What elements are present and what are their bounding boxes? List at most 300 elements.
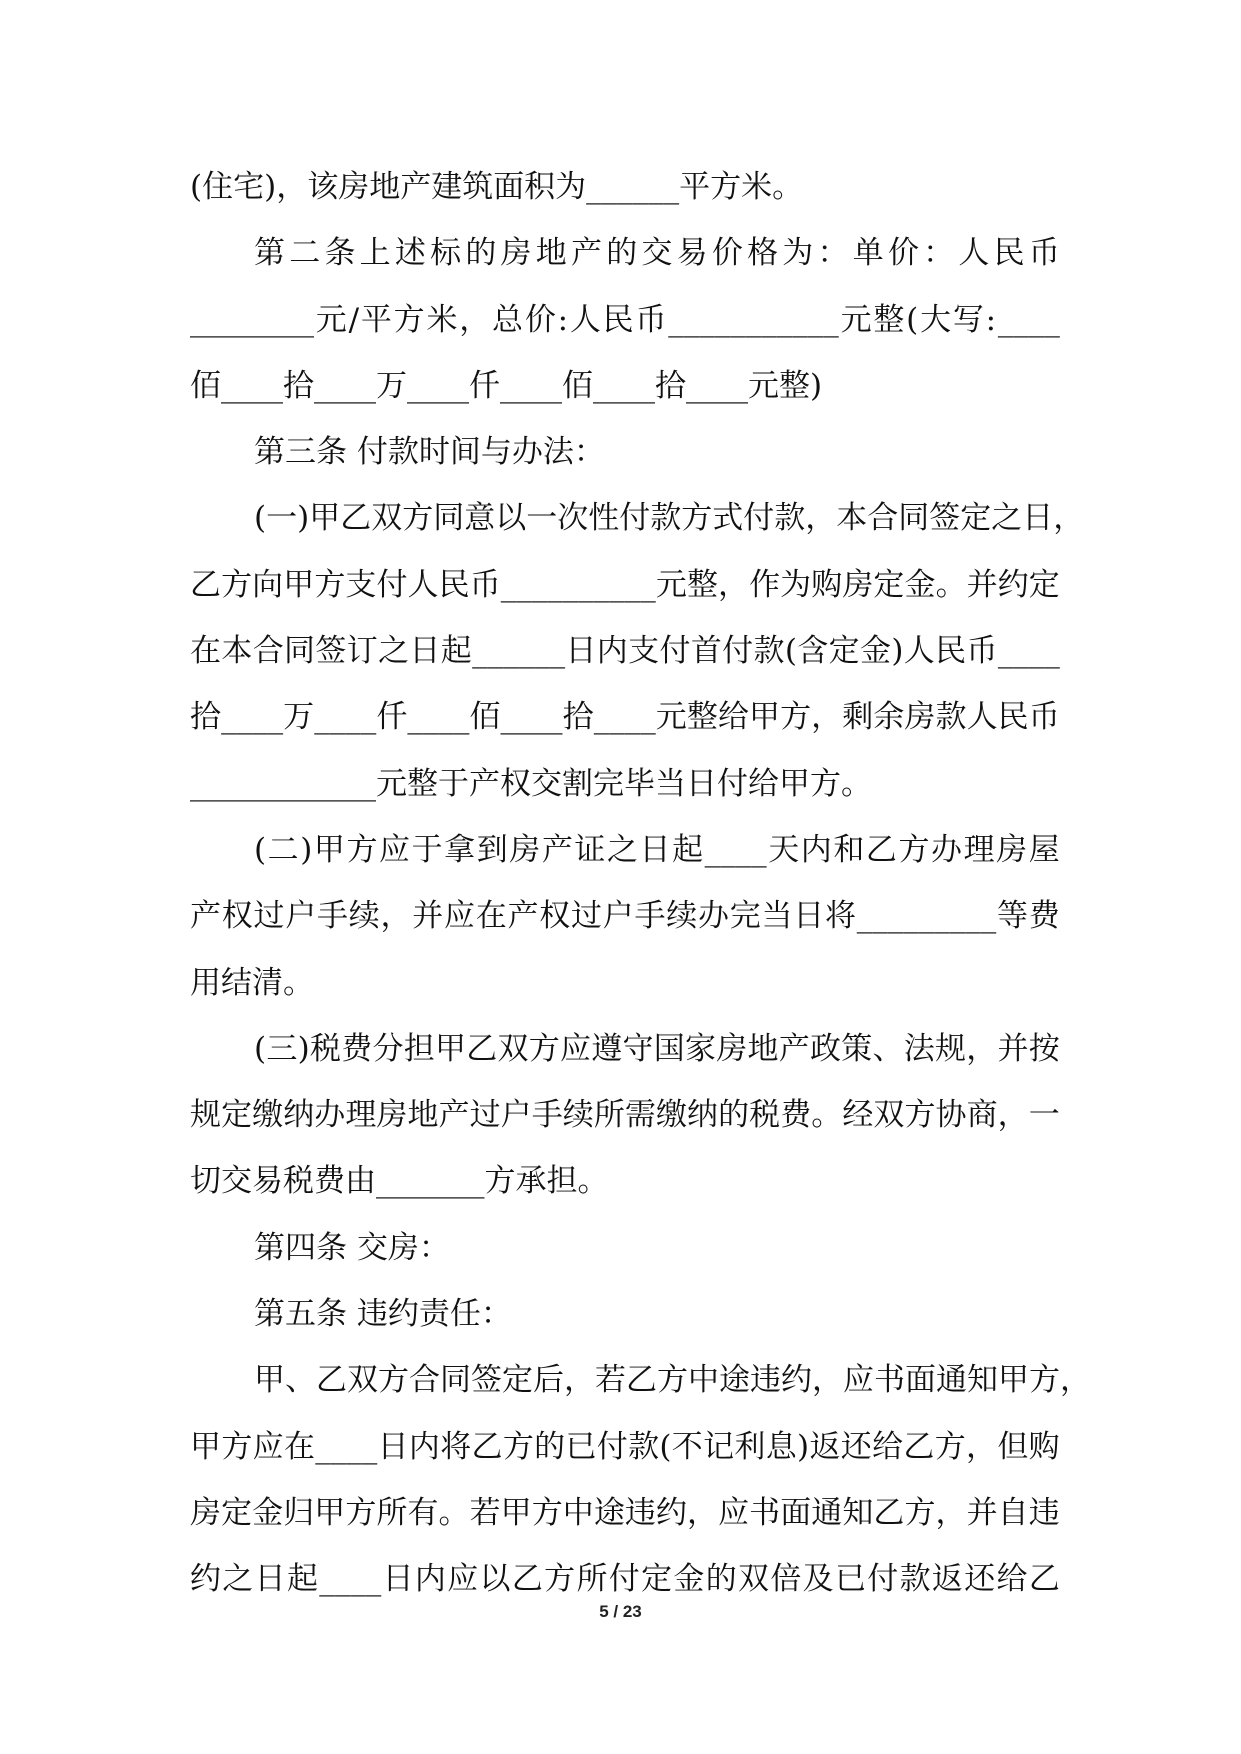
text-glyph: 应 [252,1428,284,1465]
text-glyph: 款 [650,500,682,537]
text-glyph: 方 [544,1561,576,1598]
text-glyph: 理 [963,831,995,868]
text-glyph: ， [718,566,750,603]
text-glyph: 向 [252,566,284,603]
text-glyph: 办 [698,898,729,935]
text-glyph: 应 [444,898,475,935]
text-glyph: ， [812,1362,843,1399]
text-glyph: ____ [997,633,1060,670]
text-glyph: 性 [588,500,620,537]
text-glyph: 地 [407,1097,439,1134]
text-glyph: : [557,301,569,338]
text-glyph: 权 [539,898,571,935]
text-glyph: 户 [500,1097,532,1134]
text-glyph: 双 [738,1561,769,1598]
text-glyph: 一 [266,500,298,537]
text-glyph: 之 [378,633,410,670]
text-glyph: 标 [430,235,462,272]
text-glyph: 续 [666,898,698,935]
text-glyph: 应 [379,831,411,868]
text-glyph: 房 [190,1494,221,1531]
text-glyph: 双 [371,500,403,537]
text-glyph: ( [784,633,797,670]
text-glyph: ， [966,1030,998,1067]
text-glyph: 签 [315,633,347,670]
text-glyph: 人 [903,633,935,670]
text-glyph: 剩 [842,699,874,736]
text-glyph: 日 [409,633,441,670]
text-glyph: 法 [903,1030,935,1067]
text-glyph: ______ [472,633,566,670]
text-glyph: 佰 [469,699,501,736]
text-glyph: _________ [856,898,997,935]
text-glyph: 格 [747,235,779,272]
text-glyph: 中 [562,1494,594,1531]
text-glyph: 费 [1028,898,1060,935]
text-glyph: ， [1060,1362,1091,1399]
text-glyph: ， [564,1362,595,1399]
text-glyph: 书 [749,1494,781,1531]
text-glyph: 款 [753,633,785,670]
text-glyph: 产 [507,898,539,935]
text-glyph: 房 [716,1030,748,1067]
text-glyph: 付 [608,1561,640,1598]
text-glyph: ____ [221,699,284,736]
text-glyph: 乙 [316,1362,347,1399]
text-glyph: 民 [997,699,1029,736]
text-glyph: 金 [252,1494,284,1531]
text-glyph: 条 [324,235,356,272]
text-glyph: 定 [502,1362,533,1399]
text-glyph: 支 [628,633,660,670]
text-glyph: 起 [286,1561,318,1598]
text-line-content: 佰____拾____万____仟____佰____拾____元整) [190,367,823,404]
text-glyph: 余 [873,699,905,736]
text-glyph: 手 [531,1097,563,1134]
text-glyph: 购 [1028,1428,1060,1465]
text-glyph: 整 [873,301,905,338]
text-line-content: 切交易税费由_______方承担。 [190,1163,609,1200]
text-glyph: 方 [393,301,425,338]
text-glyph: 日 [382,1561,414,1598]
text-glyph: 方 [221,1428,253,1465]
text-glyph: 合 [252,633,284,670]
text-glyph: 同 [440,1362,471,1399]
text-glyph: 的 [705,1561,737,1598]
text-glyph: 约 [655,1494,687,1531]
text-glyph: 平 [360,301,392,338]
text-glyph: 守 [622,1030,654,1067]
text-glyph: 民 [438,566,470,603]
text-glyph: 。 [935,566,967,603]
text-line [190,950,1060,1016]
text-glyph: 方 [528,1030,560,1067]
text-glyph: 户 [602,898,634,935]
text-glyph: 币 [635,301,667,338]
text-glyph: 方 [1029,1362,1060,1399]
text-glyph: 内 [800,831,832,868]
text-glyph: 日 [793,898,825,935]
text-glyph: 付 [743,500,775,537]
text-glyph: 乙 [626,1362,657,1399]
text-glyph: ________ [190,301,314,338]
text-glyph: 房 [500,235,532,272]
text-glyph: 并 [997,1030,1029,1067]
text-glyph: 所 [376,1494,408,1531]
text-glyph: 仟 [376,699,408,736]
text-glyph: 权 [221,898,253,935]
text-glyph: 在 [475,898,507,935]
text-glyph: ， [966,1428,998,1465]
text-glyph: 办 [931,831,963,868]
text-glyph: ( [254,500,267,537]
text-glyph: 款 [899,1561,931,1598]
text-glyph: 之 [222,1561,254,1598]
text-glyph: 定 [873,566,905,603]
text-glyph: 将 [825,898,856,935]
text-glyph: 日 [254,1561,286,1598]
text-glyph: 若 [469,1494,501,1531]
text-glyph: 若 [595,1362,626,1399]
text-glyph: 元 [315,301,347,338]
text-line [190,552,1060,618]
text-glyph: 甲 [749,699,781,736]
text-glyph: ， [1053,500,1085,537]
text-glyph: 人 [958,235,990,272]
text-glyph: 意 [464,500,496,537]
text-glyph: 双 [497,1030,529,1067]
text-glyph: 完 [729,898,761,935]
text-glyph: 内 [414,1561,446,1598]
text-glyph: 并 [966,1494,998,1531]
text-glyph: 方 [221,566,253,603]
text-line [190,419,1060,485]
text-glyph: 方 [402,500,434,537]
text-glyph: 含 [797,633,829,670]
text-glyph: 元 [840,301,872,338]
text-line [190,1148,1060,1214]
text-line [190,1082,1060,1148]
text-glyph: 之 [991,500,1023,537]
text-glyph: 产 [438,1097,470,1134]
text-glyph: 定 [960,500,992,537]
text-glyph: 但 [997,1428,1029,1465]
text-glyph: 方 [345,1494,377,1531]
text-glyph: 本 [221,633,253,670]
text-glyph: 给 [717,699,749,736]
text-glyph: 同 [284,633,316,670]
text-glyph: 途 [719,1362,750,1399]
text-glyph: 民 [602,301,634,338]
text-glyph: ____ [500,699,563,736]
text-glyph: 方 [904,1097,936,1134]
text-glyph: 易 [676,235,708,272]
text-glyph: ____ [319,1561,382,1598]
text-glyph: 为 [780,566,812,603]
text-glyph: 方 [904,1494,936,1531]
text-line [190,1347,1091,1413]
text-glyph: 交 [641,235,673,272]
text-glyph: 以 [495,500,527,537]
text-glyph: 二 [289,235,321,272]
text-glyph: 过 [469,1097,501,1134]
text-glyph: ， [935,1494,967,1531]
text-glyph: 方 [780,699,812,736]
text-glyph: 倍 [770,1561,802,1598]
text-glyph: 纳 [687,1097,718,1134]
text-line [190,684,1060,750]
text-glyph: ____ [704,831,767,868]
text-glyph: 定 [828,633,860,670]
text-glyph: 价 [887,235,919,272]
text-glyph: 方 [531,1494,563,1531]
text-glyph: 所 [576,1561,608,1598]
text-glyph: 规 [934,1030,966,1067]
text-glyph: 乙 [1028,1561,1060,1598]
text-glyph: 乙 [865,831,897,868]
text-glyph: ____ [315,1428,378,1465]
text-line-content: 用结清。 [190,964,314,1001]
text-glyph: 乙 [340,500,372,537]
text-glyph: 归 [283,1494,315,1531]
text-line [190,1016,1060,1082]
text-glyph: 二 [267,831,299,868]
text-line-content: 第三条 付款时间与办法： [254,434,605,471]
text-glyph: 中 [688,1362,719,1399]
text-glyph: 返 [931,1561,963,1598]
text-glyph: 三 [266,1030,298,1067]
text-glyph: 并 [966,566,998,603]
text-glyph: 和 [833,831,865,868]
text-glyph: 甲 [434,1030,466,1067]
text-glyph: 甲 [313,831,345,868]
contract-body [190,154,1091,1613]
text-glyph: ) [797,1428,810,1465]
text-glyph: 约 [190,1561,221,1598]
text-glyph: 在 [283,1428,315,1465]
text-glyph: 返 [809,1428,841,1465]
text-glyph: ( [659,1428,672,1465]
text-glyph: 应 [559,1030,591,1067]
text-glyph: ( [254,1030,267,1067]
text-glyph: 一 [526,500,558,537]
text-glyph: 手 [634,898,666,935]
text-glyph: 于 [411,831,443,868]
text-glyph: ： [923,235,955,272]
text-glyph: 日 [1022,500,1054,537]
text-glyph: 政 [809,1030,841,1067]
text-glyph: 合 [867,500,899,537]
text-glyph: ， [459,301,491,338]
text-glyph: 付 [659,633,691,670]
text-glyph: 理 [345,1097,377,1134]
text-glyph: 协 [935,1097,967,1134]
text-glyph: 、 [872,1030,904,1067]
text-glyph: 乙 [873,1494,905,1531]
text-glyph: 式 [712,500,744,537]
text-glyph: 双 [873,1097,905,1134]
text-glyph: 签 [929,500,961,537]
text-glyph: 元 [655,566,687,603]
text-glyph: 的 [718,1097,750,1134]
text-glyph: 款 [628,1428,660,1465]
text-line [190,618,1060,684]
text-glyph: ) [891,633,904,670]
text-glyph: 还 [964,1561,996,1598]
text-glyph: 房 [376,1097,408,1134]
text-glyph: 甲 [314,1494,346,1531]
text-line [190,154,1060,220]
text-glyph: 到 [476,831,508,868]
text-line-content: (住宅)，该房地产建筑面积为______平方米。 [190,169,804,205]
text-glyph: 给 [996,1561,1028,1598]
text-glyph: 知 [967,1362,998,1399]
text-glyph: 作 [749,566,781,603]
text-glyph: 续 [562,1097,594,1134]
text-glyph: 经 [842,1097,874,1134]
text-line [190,220,1060,286]
text-glyph: 后 [533,1362,564,1399]
text-glyph: 纳 [283,1097,315,1134]
text-glyph: 以 [479,1561,511,1598]
text-glyph: 应 [447,1561,479,1598]
text-glyph: 同 [433,500,465,537]
text-glyph: 面 [905,1362,936,1399]
text-glyph: 房 [904,699,936,736]
text-glyph: 定 [641,1561,673,1598]
text-glyph: 总 [492,301,524,338]
text-line [190,1281,1060,1347]
text-glyph: ____ [314,699,377,736]
text-glyph: 书 [874,1362,905,1399]
text-glyph: 款 [774,500,806,537]
text-line [190,1480,1060,1546]
text-glyph: 并 [412,898,444,935]
text-glyph: 款 [935,699,967,736]
text-glyph: 付 [619,500,651,537]
text-glyph: ， [997,1097,1029,1134]
text-glyph: ____ [593,699,656,736]
text-glyph: 所 [593,1097,625,1134]
text-glyph: 日 [639,831,671,868]
text-line [190,1414,1060,1480]
text-glyph: 途 [593,1494,625,1531]
text-glyph: 价 [711,235,743,272]
text-glyph: __________ [500,566,656,603]
text-glyph: 乙 [190,566,221,603]
text-glyph: 自 [997,1494,1029,1531]
text-glyph: 乙 [471,1428,503,1465]
text-glyph: 房 [996,831,1028,868]
text-glyph: 整 [686,566,718,603]
text-glyph: 日 [565,633,597,670]
text-glyph: 在 [190,633,221,670]
text-glyph: ， [687,1494,718,1531]
text-glyph: 定 [1028,566,1060,603]
text-glyph: 的 [534,1428,566,1465]
text-glyph: 地 [535,235,567,272]
text-glyph: 金 [859,633,891,670]
text-glyph: 乙 [511,1561,543,1598]
text-glyph: 一 [1028,1097,1060,1134]
text-glyph: 拿 [444,831,476,868]
text-glyph: 不 [671,1428,703,1465]
text-glyph: 的 [465,235,497,272]
text-glyph: 首 [690,633,722,670]
text-glyph: 金 [673,1561,705,1598]
text-glyph: 产 [541,831,573,868]
text-glyph: 产 [778,1030,810,1067]
text-glyph: 民 [935,633,967,670]
text-glyph: / [348,301,360,338]
text-glyph: 费 [780,1097,812,1134]
text-glyph: 人 [407,566,439,603]
text-glyph: 办 [314,1097,346,1134]
text-glyph: ： [817,235,849,272]
text-glyph: 续 [348,898,380,935]
text-glyph: 应 [718,1494,750,1531]
text-glyph: 起 [672,831,704,868]
text-glyph: 约 [997,566,1029,603]
text-glyph: ___________ [668,301,839,338]
text-glyph: 述 [394,235,426,272]
text-glyph: 大 [920,301,952,338]
text-glyph: 方 [314,566,346,603]
text-glyph: 需 [624,1097,656,1134]
text-glyph: 方 [657,1362,688,1399]
text-glyph: 、 [285,1362,316,1399]
text-glyph: 策 [841,1030,873,1067]
text-line [190,751,1060,817]
text-glyph: 给 [872,1428,904,1465]
text-glyph: 内 [596,633,628,670]
text-glyph: 税 [309,1030,341,1067]
text-glyph: 甲 [190,1428,221,1465]
text-glyph: 单 [852,235,884,272]
text-glyph: 币 [1028,699,1060,736]
text-line [190,353,1060,419]
text-glyph: 方 [378,1362,409,1399]
text-glyph: 约 [781,1362,812,1399]
text-glyph: 及 [802,1561,834,1598]
text-glyph: ( [254,831,267,868]
text-glyph: : [985,301,997,338]
text-glyph: ， [380,898,412,935]
text-glyph: ( [906,301,919,338]
text-glyph: 屋 [1028,831,1060,868]
text-glyph: 第 [254,235,285,272]
text-glyph: 整 [686,699,718,736]
text-glyph: 房 [509,831,541,868]
text-glyph: 付 [867,1561,899,1598]
text-glyph: 双 [347,1362,378,1399]
text-glyph: 签 [471,1362,502,1399]
text-glyph: 甲 [309,500,341,537]
text-glyph: 之 [606,831,638,868]
text-line [190,485,1085,551]
text-glyph: 拾 [562,699,594,736]
text-glyph: ) [297,500,310,537]
text-glyph: 米 [426,301,458,338]
text-glyph: 的 [606,235,638,272]
text-glyph: 内 [408,1428,440,1465]
text-glyph: 商 [966,1097,998,1134]
text-line-content: 第五条 违约责任： [254,1296,512,1333]
text-glyph: 支 [345,566,377,603]
text-glyph: 规 [190,1097,221,1134]
text-glyph: 缴 [655,1097,687,1134]
text-glyph: 民 [993,235,1025,272]
